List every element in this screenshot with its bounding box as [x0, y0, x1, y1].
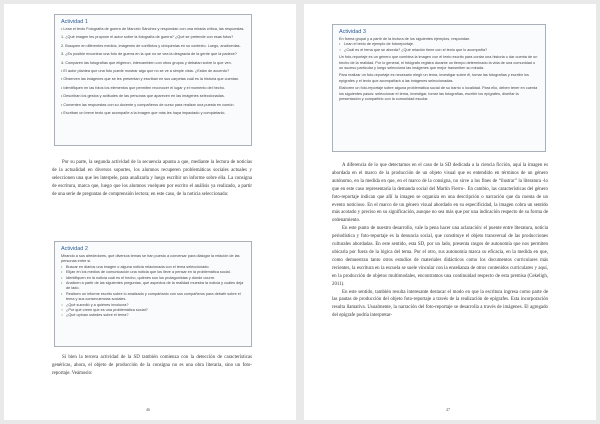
list-item: • Identifiquen en la noticia cuál es el hecho, quiénes son los protagonistas y dónde ocurre.: [61, 276, 245, 281]
activity-2-intro: Mirando a sus alrededores, qué diversos temas se han puesto a conversar para dialogar la relación de las personas entre sí.: [61, 254, 240, 264]
left-paragraph-2: Si bien la tercera actividad de la SD también comienza con la detección de características genéricas, ahora, el objeto de producción de la consigna no es una obra literaria, sino un foto-reportaje. Veámoslo:: [52, 355, 252, 376]
activity-1-line: 2. Busquen en diferentes medios, imágenes de conflictos y ubíquenlas en su contexto. Luego, analícenlas.: [61, 43, 241, 48]
activity-1-list: [61, 19, 245, 116]
list-item: • Realicen un informe escrito sobre lo analizado y compártanlo con sus compañeros para debatir sobre el tema y sus consecuencias sociales.: [61, 292, 245, 303]
activity-1-line: • Describan los gestos y actitudes de las personas que aparecen en las imágenes seleccionadas.: [61, 94, 225, 99]
activity-1-line: • El autor plantea que una foto puede mostrar algo que no se ve a simple vista. ¿Están de acuerdo?: [61, 69, 230, 74]
activity-1-title: Actividad 1: [61, 19, 88, 25]
right-page: [304, 4, 596, 420]
activity-3-title: Actividad 3: [339, 29, 366, 35]
list-item: • Buscar en diarios una imagen o alguna noticia relacionada con el tema seleccionado.: [61, 265, 245, 270]
list-item: • Lean el texto de ejemplo de fotoreportaje.: [339, 42, 539, 47]
right-body-text: [332, 162, 548, 320]
activity-1-line: 4. Comparen las fotografías que eligieron, intercambien con otros grupos y debatan sobre lo que ven.: [61, 60, 232, 65]
activity-1-line: • Escriban un breve texto que acompañe a la imagen que más les haya impactado y compártanlo.: [61, 111, 226, 116]
list-item: • Elijan en los medios de comunicación una noticia que los lleve a pensar en la problemática social.: [61, 270, 245, 275]
right-body-paragraph: En este sentido, también resulta interesante destacar el modo en que la escritura ingresa como parte de las pautas de producción del objeto foto-reportaje a través de la realización de epígrafes. Esta incorporación resulta llamativa. Usualmente, la narración del foto-reportaje se desarrolla a través de imágenes. El agregado del epígrafe podría interpretar-: [332, 289, 548, 319]
list-item: ○ ¿Cuál es el tema que se aborda? ¿Qué relación tiene con el texto que lo acompaña?: [339, 48, 539, 53]
activity-3-intro: En forma grupal y a partir de la lectura de los siguientes ejemplos, respondan.: [339, 37, 471, 41]
right-body-paragraph: En este punto de nuestro desarrollo, vale la pena hacer una aclaración: el puente entre literatura, noticia periodística y foto-reportaje es la denuncia social, que constituye el objeto transversal de las producciones culturales abordadas. En este sentido, esta SD, por un lado, presenta rasgos de autonomía que nos permiten ubicarla por fuera de la lógica del tema. Por el otro, sus autonomía marca su eficacia, en la medida en que, como demuestran tanto otros estudios de materiales didácticos como los documentos curriculares más recientes, la escritura en la escuela se suele vincular con la enseñanza de otros contenidos curriculares y aquí, en la producción de objetos multimodales, encontramos una continuidad respecto de esta premisa (Cekeligh, 2011).: [332, 226, 548, 287]
activity-3-paragraph-2: Para realizar un foto-reportaje es necesario elegir un tema, investigar sobre él, tomar las fotografías y escribir los epígrafes y el texto que acompañará a las imágenes seleccionadas.: [339, 73, 529, 83]
list-item: • Analicen a partir de las siguientes preguntas, qué aspectos de la realidad muestra la noticia y cuáles deja de lado.: [61, 281, 245, 292]
activity-1-line: 3. ¿Es posible encontrar una foto de guerra en la que no se vea la desgracia de la gente que la padece?: [61, 52, 237, 57]
activity-3-box: [332, 24, 546, 152]
list-item: ○ ¿Qué opinan ustedes sobre el tema?: [61, 313, 245, 318]
activity-1-line: • Lean el texto Fotografía de guerra de Marcelo Sánchez y respondan con una mirada crítica, las respuestas.: [61, 27, 245, 31]
page-number-left: 46: [146, 407, 150, 412]
activity-2-title: Actividad 2: [61, 246, 88, 252]
activity-1-line: • Observen las imágenes que se les presentan y escriban en sus carpetas cuál es la historia que cuentan.: [61, 77, 240, 82]
right-body-paragraph: A diferencia de lo que detectamos en el caso de la SD dedicada a la ciencia ficción, aquí la imagen es abordada en el marco de la producción de un objeto visual que es entendido en términos de un género autónomo, en la medida en que, en el marco de la consigna, no sirve a los fines de “ilustrar” la literatura -lo que en este caso representaría la demanda social del Martín Fierro-. En cambio, las características del género foto-reportaje indican que allí la imagen se organiza en una descripción o narración que da cuenta de un evento noticioso. En el marco de un género visual abordado en su especificidad, la imagen cobra un sentido más acotado y preciso en su significación, aunque no sea más que por una indicación respecto de su forma de ordenamiento.: [332, 163, 548, 224]
activity-1-line: • Identifiquen en las fotos los elementos que permiten reconocer el lugar y el momento del hecho.: [61, 85, 226, 90]
activity-2-list: [61, 265, 245, 319]
left-page: [4, 4, 296, 420]
left-paragraph-1: Por su parte, la segunda actividad de la secuencia apunta a que, mediante la lectura de noticias de la actualidad en diversos soportes, los alumnos recuperen problemáticas sociales actuales y seleccionen una que les interpele, para analizarla y luego escribir un informe sobre ella. La consigna de escritura, marca que, luego que los alumnos vuelquen por escrito el análisis ya realizado, a partir de una serie de preguntas de comprensión lectora; en este caso, de la noticia seleccionada:: [52, 160, 252, 197]
activity-3-paragraph-1: Un foto-reportaje es un género que combina la imagen con el texto escrito para contar una historia o dar cuenta de un hecho de la realidad. Por lo general, el fotógrafo registra durante un tiempo determinado la vida de una comunidad o un suceso particular y luego selecciona las imágenes que mejor transmiten su mirada.: [339, 55, 538, 71]
activity-1-line: • Comenten las respuestas con su docente y compañeros de curso para realizar una puesta en común.: [61, 102, 235, 107]
activity-1-line: 1. ¿Qué imagen les propone el autor sobre la fotografía de guerra? ¿Qué se pretende con esas fotos?: [61, 35, 234, 40]
activity-1-box: [54, 14, 252, 146]
activity-3-paragraph-3: Elaboren un foto-reportaje sobre alguna problemática social de su barrio o localidad. Para ello, deben tener en cuenta los siguientes pasos: seleccionar el tema, investigar, tomar las fotografías, escribir los epígrafes, diseñar la presentación y compartirlo con la comunidad escolar.: [339, 86, 538, 102]
page-number-right: 47: [446, 407, 450, 412]
activity-3-list: [339, 42, 539, 53]
list-item: ○ ¿Por qué creen que es una problemática social?: [61, 308, 245, 313]
activity-2-box: [54, 241, 252, 347]
list-item: ○ ¿Qué sucedió y a quiénes involucra?: [61, 303, 245, 308]
